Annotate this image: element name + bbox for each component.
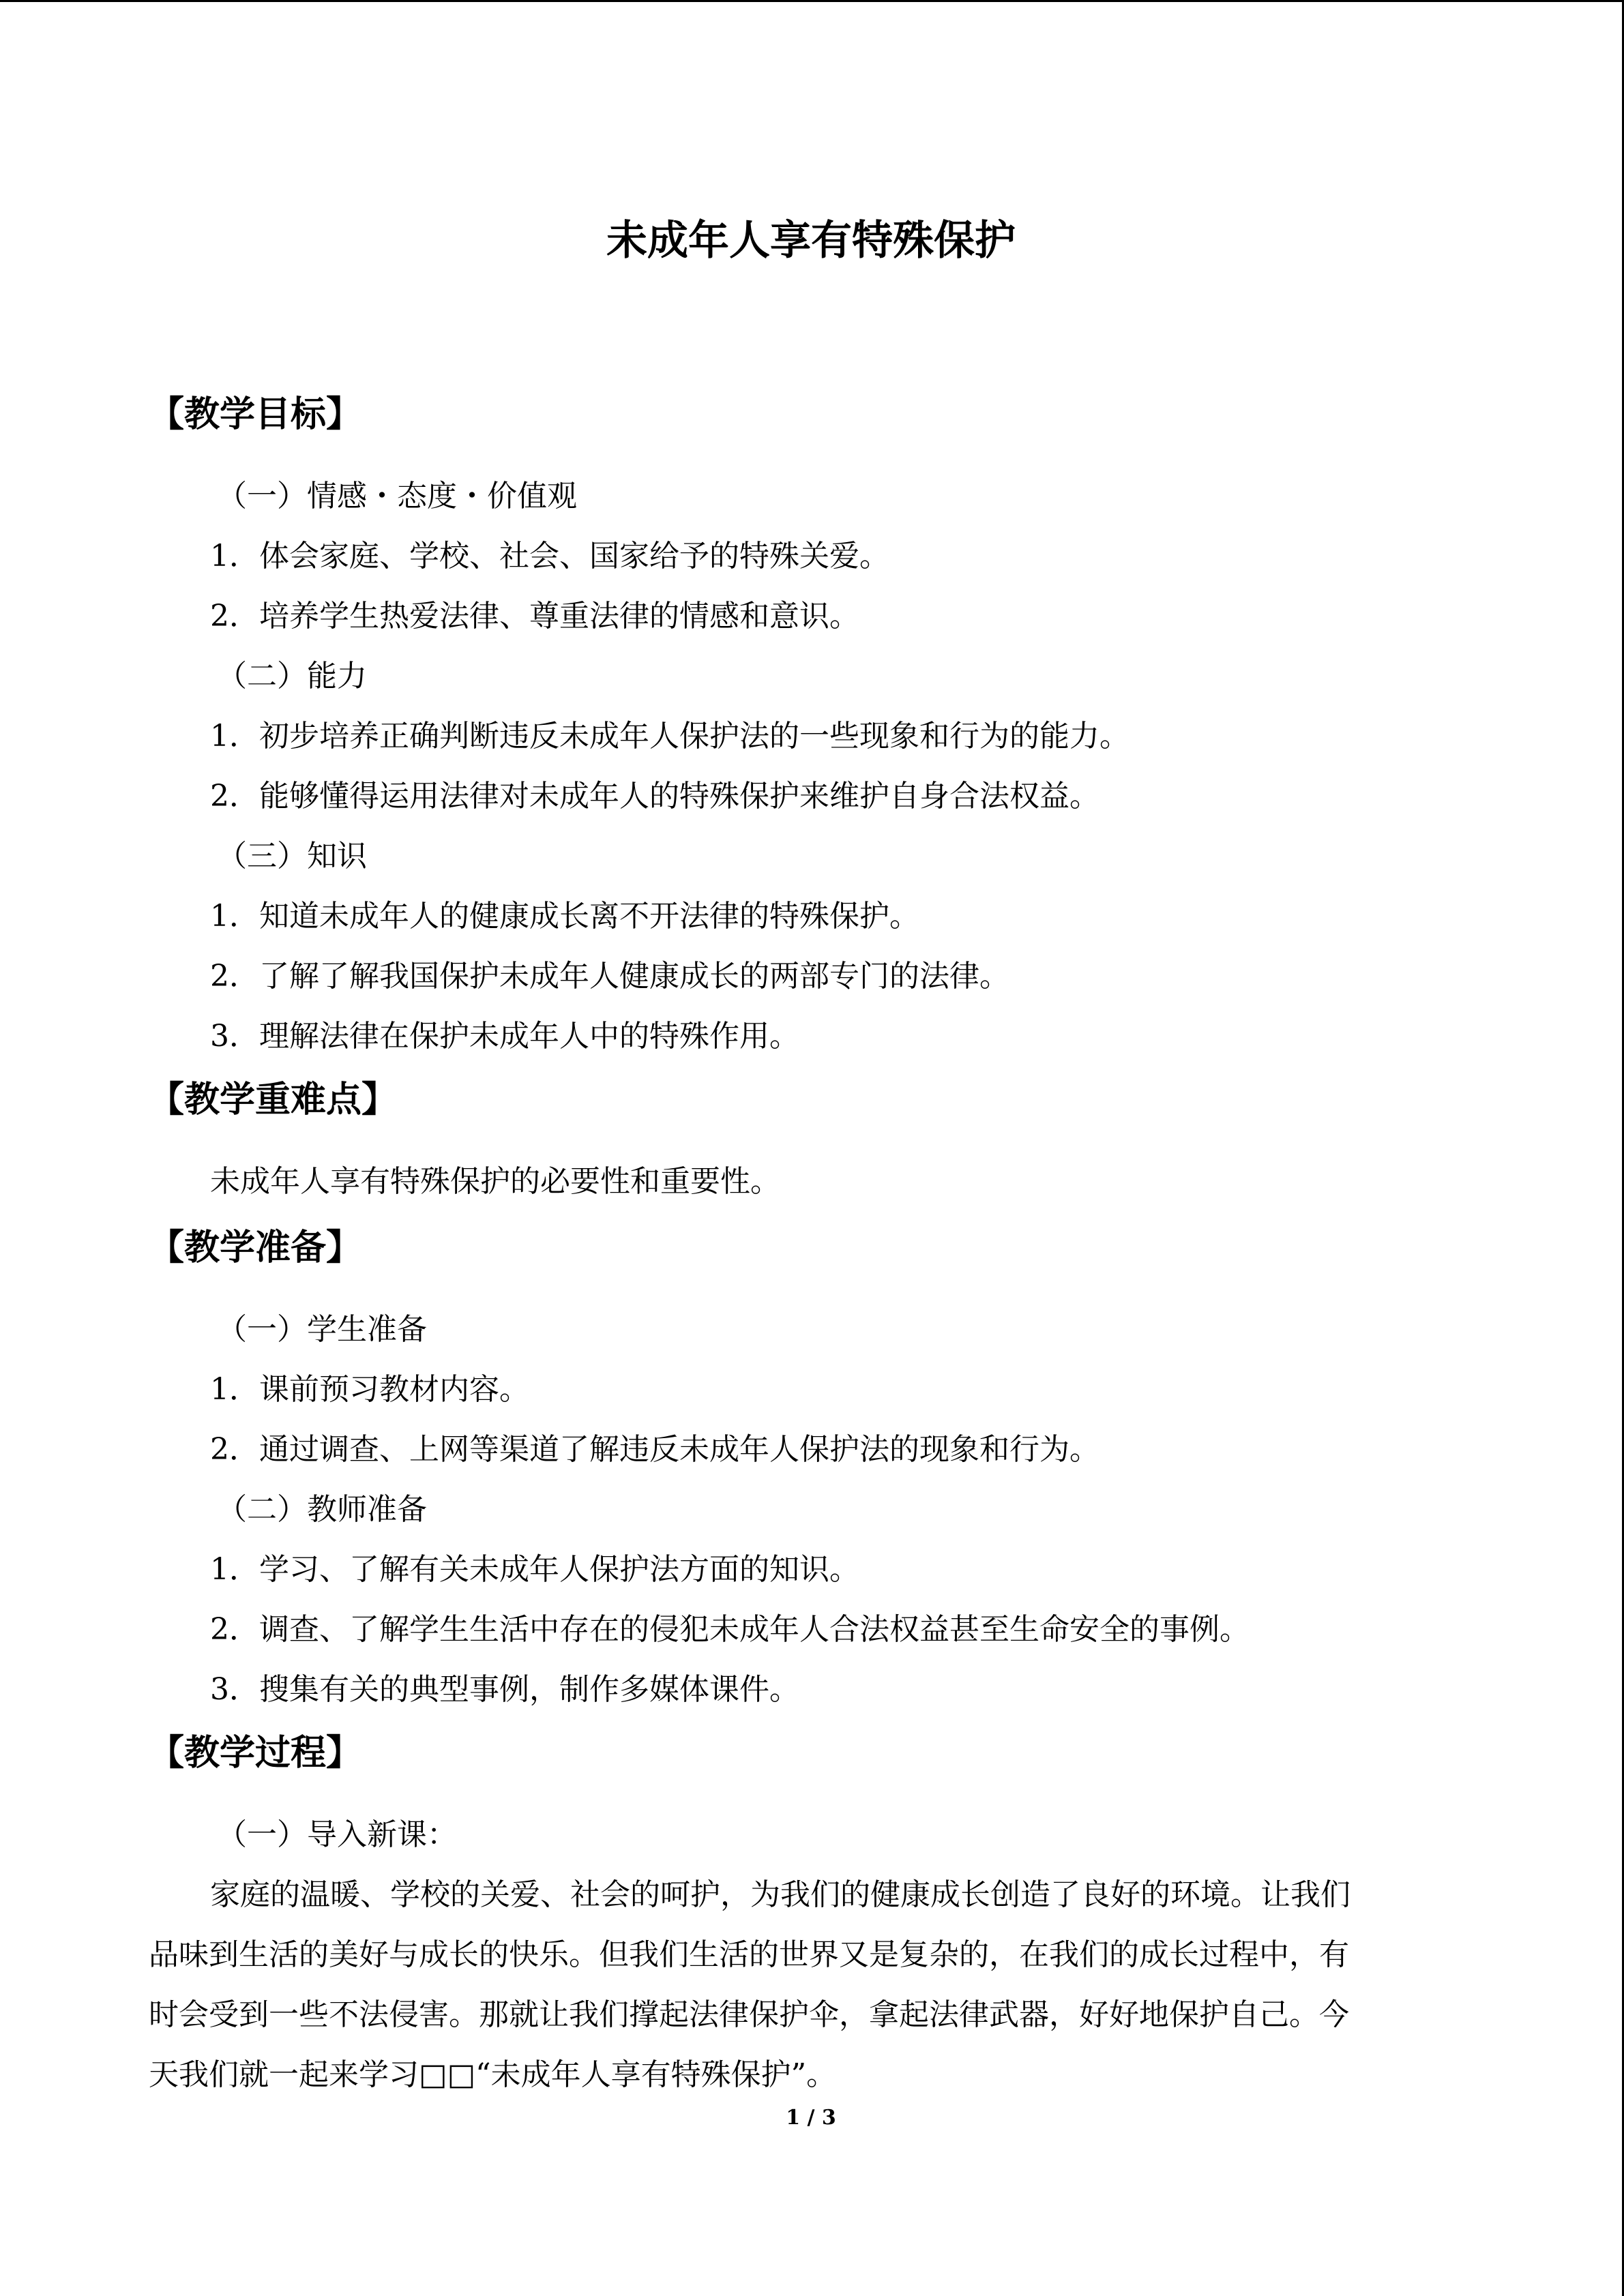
section-heading-process: 【教学过程】 bbox=[149, 1733, 362, 1774]
subsection-intro: （一）导入新课： bbox=[217, 1817, 457, 1852]
paragraph-line: 家庭的温暖、学校的关爱、社会的呵护，为我们的健康成长创造了良好的环境。让我们 bbox=[210, 1877, 1350, 1912]
section-heading-key-points: 【教学重难点】 bbox=[149, 1079, 398, 1120]
list-item: 1．课前预习教材内容。 bbox=[210, 1372, 529, 1407]
subsection-emotion: （一）情感・态度・价值观 bbox=[217, 479, 577, 513]
subsection-knowledge: （三）知识 bbox=[217, 839, 367, 874]
key-points-text: 未成年人享有特殊保护的必要性和重要性。 bbox=[210, 1164, 780, 1199]
list-item: 1．体会家庭、学校、社会、国家给予的特殊关爱。 bbox=[210, 539, 889, 573]
document-title: 未成年人享有特殊保护 bbox=[606, 217, 1016, 265]
list-item: 1．知道未成年人的健康成长离不开法律的特殊保护。 bbox=[210, 899, 919, 934]
list-item: 2．了解了解我国保护未成年人健康成长的两部专门的法律。 bbox=[210, 959, 1009, 994]
section-heading-goals: 【教学目标】 bbox=[149, 394, 362, 435]
list-item: 2．能够懂得运用法律对未成年人的特殊保护来维护自身合法权益。 bbox=[210, 779, 1099, 814]
page-number: 1 / 3 bbox=[786, 2106, 836, 2130]
paragraph-line: 天我们就一起来学习□□“未成年人享有特殊保护”。 bbox=[149, 2057, 837, 2092]
list-item: 1．学习、了解有关未成年人保护法方面的知识。 bbox=[210, 1552, 859, 1587]
paragraph-line: 时会受到一些不法侵害。那就让我们撑起法律保护伞，拿起法律武器，好好地保护自己。今 bbox=[149, 1997, 1349, 2032]
list-item: 3．理解法律在保护未成年人中的特殊作用。 bbox=[210, 1019, 799, 1054]
section-heading-preparation: 【教学准备】 bbox=[149, 1227, 362, 1268]
subsection-ability: （二）能力 bbox=[217, 659, 367, 694]
list-item: 1．初步培养正确判断违反未成年人保护法的一些现象和行为的能力。 bbox=[210, 719, 1130, 754]
list-item: 3．搜集有关的典型事例，制作多媒体课件。 bbox=[210, 1672, 799, 1707]
subsection-teacher-prep: （二）教师准备 bbox=[217, 1492, 427, 1527]
list-item: 2．通过调查、上网等渠道了解违反未成年人保护法的现象和行为。 bbox=[210, 1432, 1099, 1467]
subsection-student-prep: （一）学生准备 bbox=[217, 1312, 427, 1347]
list-item: 2．调查、了解学生生活中存在的侵犯未成年人合法权益甚至生命安全的事例。 bbox=[210, 1612, 1250, 1647]
list-item: 2．培养学生热爱法律、尊重法律的情感和意识。 bbox=[210, 599, 859, 633]
paragraph-line: 品味到生活的美好与成长的快乐。但我们生活的世界又是复杂的，在我们的成长过程中，有 bbox=[149, 1937, 1349, 1972]
